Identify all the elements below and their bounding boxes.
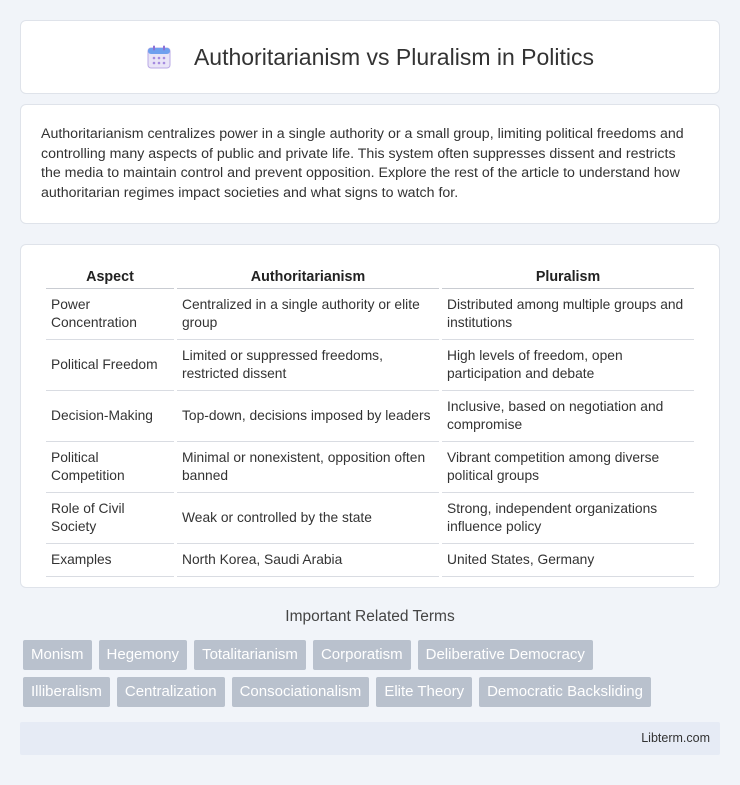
header-card <box>20 20 720 94</box>
tag-row <box>23 640 723 670</box>
table-header-row <box>46 265 694 289</box>
tag-totalitarianism[interactable]: Totalitarianism <box>194 640 306 670</box>
intro-card <box>20 104 720 224</box>
page-title: Authoritarianism vs Pluralism in Politics <box>193 43 595 70</box>
tag-monism[interactable]: Monism <box>23 640 92 670</box>
calendar-icon <box>146 44 172 70</box>
tag-consociationalism[interactable]: Consociationalism <box>232 677 370 707</box>
footer <box>20 722 720 755</box>
tag-democratic-backsliding[interactable]: Democratic Backsliding <box>479 677 651 707</box>
table-cell: Role of Civil Society <box>46 493 174 544</box>
footer-site-link[interactable]: Libterm.com <box>641 731 710 745</box>
table-row <box>46 391 694 442</box>
intro-text: Authoritarianism centralizes power in a single authority or a small group, limiting political freedoms and controlling many aspects of public and private life. This system often suppresses dissent and restricts the media to maintain control and prevent opposition. Explore the rest of the article to understand how authoritarian regimes impact societies and what signs to watch for. <box>41 126 684 201</box>
comparison-table <box>43 265 697 577</box>
table-cell: High levels of freedom, open participation and debate <box>442 340 694 391</box>
table-cell: Centralized in a single authority or elite group <box>177 289 439 340</box>
tag-centralization[interactable]: Centralization <box>117 677 225 707</box>
tag-hegemony[interactable]: Hegemony <box>99 640 188 670</box>
header-authoritarianism: Authoritarianism <box>177 265 439 289</box>
table-cell: Limited or suppressed freedoms, restricted dissent <box>177 340 439 391</box>
tag-deliberative-democracy[interactable]: Deliberative Democracy <box>418 640 593 670</box>
table-row <box>46 493 694 544</box>
related-terms-title: Important Related Terms <box>285 608 455 625</box>
table-cell: Strong, independent organizations influence policy <box>442 493 694 544</box>
table-cell: Political Competition <box>46 442 174 493</box>
table-row <box>46 289 694 340</box>
related-terms-tags <box>23 640 723 714</box>
table-cell: Top-down, decisions imposed by leaders <box>177 391 439 442</box>
table-cell: Political Freedom <box>46 340 174 391</box>
table-row <box>46 340 694 391</box>
table-cell: Distributed among multiple groups and institutions <box>442 289 694 340</box>
table-row <box>46 442 694 493</box>
tag-illiberalism[interactable]: Illiberalism <box>23 677 110 707</box>
table-cell: Vibrant competition among diverse political groups <box>442 442 694 493</box>
header-aspect: Aspect <box>46 265 174 289</box>
comparison-table-card <box>20 244 720 588</box>
table-cell: Inclusive, based on negotiation and compromise <box>442 391 694 442</box>
table-cell: Minimal or nonexistent, opposition often banned <box>177 442 439 493</box>
header-pluralism: Pluralism <box>442 265 694 289</box>
table-cell: Weak or controlled by the state <box>177 493 439 544</box>
table-cell: Decision-Making <box>46 391 174 442</box>
table-cell: United States, Germany <box>442 544 694 577</box>
table-cell: Examples <box>46 544 174 577</box>
table-cell: North Korea, Saudi Arabia <box>177 544 439 577</box>
table-cell: Power Concentration <box>46 289 174 340</box>
tag-corporatism[interactable]: Corporatism <box>313 640 411 670</box>
tag-elite-theory[interactable]: Elite Theory <box>376 677 472 707</box>
table-row <box>46 544 694 577</box>
tag-row <box>23 677 723 707</box>
